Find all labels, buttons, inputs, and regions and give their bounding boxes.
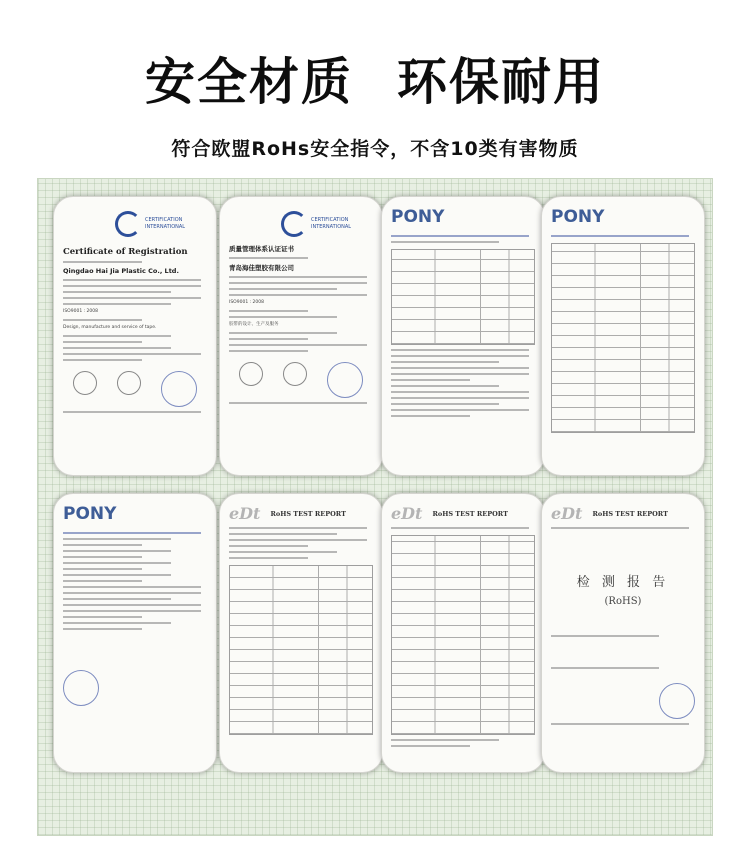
rohs-report-cover[interactable] <box>541 493 705 773</box>
certificate-scope: 胶带的设计、生产及服务 <box>229 322 279 327</box>
seal-row <box>63 371 207 407</box>
accreditation-seal-icon <box>73 371 97 395</box>
certification-logo-icon: CERTIFICATION INTERNATIONAL <box>115 207 207 241</box>
registration-stamp-icon <box>161 371 197 407</box>
certificate-panel <box>37 178 713 836</box>
result-table <box>551 243 695 433</box>
report-subtitle: (RoHS) <box>604 596 642 607</box>
rohs-test-report-page-2[interactable] <box>381 493 545 773</box>
edt-logo: eDt <box>229 504 261 523</box>
pony-logo: PONY <box>551 207 605 227</box>
result-table <box>391 249 535 345</box>
certificate-iso-chinese[interactable] <box>219 196 383 476</box>
certificate-title: Certificate of Registration <box>63 247 188 257</box>
pony-logo: PONY <box>391 207 445 227</box>
rohs-report-header: RoHS TEST REPORT <box>270 510 346 518</box>
certificate-standard: ISO9001 : 2008 <box>63 309 99 314</box>
registration-stamp-icon <box>327 362 363 398</box>
rohs-report-header: RoHS TEST REPORT <box>592 510 668 518</box>
result-table <box>391 535 535 735</box>
headline-right: 环保耐用 <box>397 53 605 111</box>
certification-logo-icon: CERTIFICATION INTERNATIONAL <box>281 207 373 241</box>
subheadline: 符合欧盟RoHs安全指令，不含10类有害物质 <box>171 138 579 160</box>
certificate-company: 青岛海佳塑胶有限公司 <box>229 264 294 272</box>
test-report-pony-page-1[interactable] <box>381 196 545 476</box>
seal-row <box>63 670 207 706</box>
official-stamp-icon <box>659 683 695 719</box>
rohs-report-header: RoHS TEST REPORT <box>432 510 508 518</box>
edt-logo: eDt <box>391 504 423 523</box>
seal-row <box>551 683 695 719</box>
rohs-test-report-page-1[interactable] <box>219 493 383 773</box>
headline <box>0 42 750 114</box>
pony-stamp-icon <box>63 670 99 706</box>
pony-logo: PONY <box>63 504 117 524</box>
certificate-title: 质量管理体系认证证书 <box>229 245 294 253</box>
certificate-iso-english[interactable] <box>53 196 217 476</box>
accreditation-seal-icon <box>239 362 263 386</box>
test-report-pony-page-2[interactable] <box>541 196 705 476</box>
headline-left: 安全材质 <box>145 53 353 111</box>
iaf-seal-icon <box>283 362 307 386</box>
result-table <box>229 565 373 735</box>
certificate-company: Qingdao Hai Jia Plastic Co., Ltd. <box>63 267 179 275</box>
certificate-standard: ISO9001 : 2008 <box>229 300 265 305</box>
certificate-scope: Design, manufacture and service of tape. <box>63 325 157 330</box>
test-report-pony-page-3[interactable] <box>53 493 217 773</box>
report-title: 检 测 报 告 <box>576 575 670 590</box>
edt-logo: eDt <box>551 504 583 523</box>
seal-row <box>229 362 373 398</box>
iaf-seal-icon <box>117 371 141 395</box>
